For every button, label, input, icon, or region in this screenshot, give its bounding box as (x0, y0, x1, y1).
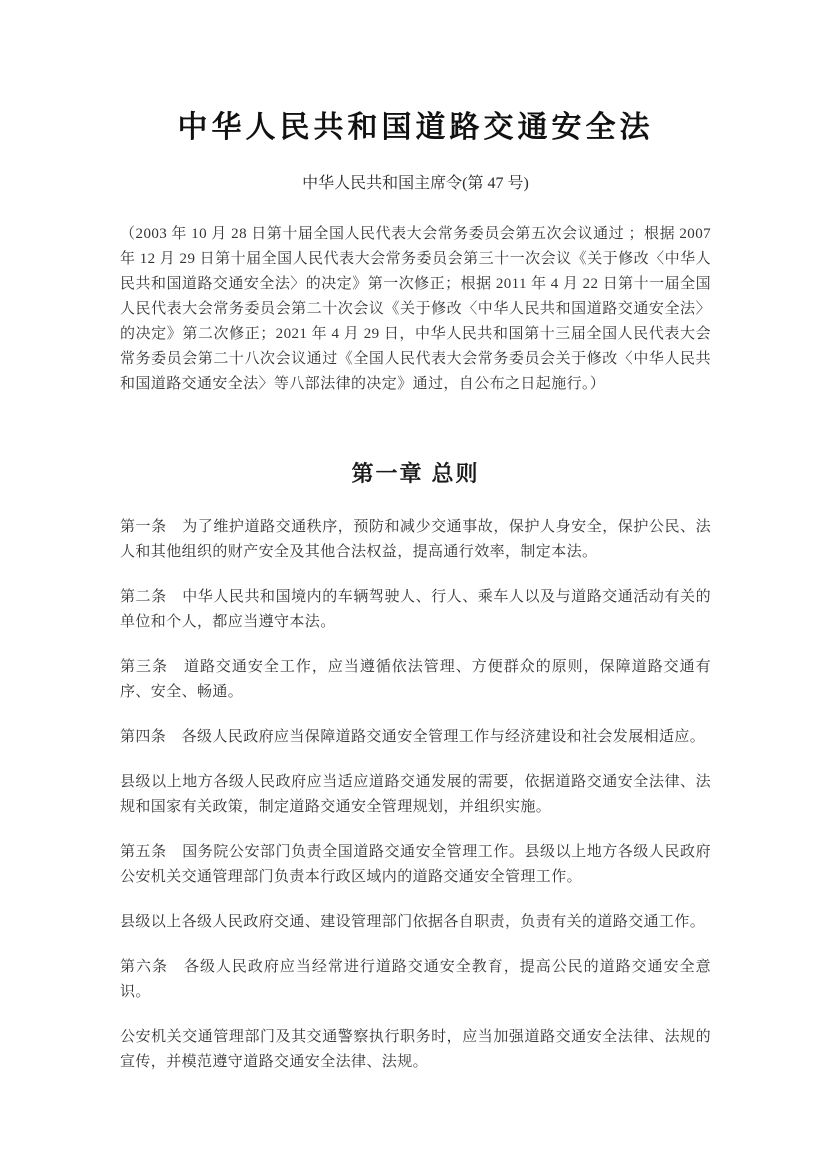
document-title: 中华人民共和国道路交通安全法 (177, 111, 654, 144)
article-5-paragraph-1: 第五条 国务院公安部门负责全国道路交通安全管理工作。县级以上地方各级人民政府公安机关交通管理部门负责本行政区域内的道路交通安全管理工作。 (120, 844, 711, 885)
article-5-paragraph-2: 县级以上各级人民政府交通、建设管理部门依据各自职责，负责有关的道路交通工作。 (120, 914, 706, 930)
chapter-1-heading: 第一章 总则 (351, 461, 480, 486)
article-3-paragraph: 第三条 道路交通安全工作，应当遵循依法管理、方便群众的原则，保障道路交通有序、安全、畅通。 (120, 659, 711, 700)
article-2-paragraph: 第二条 中华人民共和国境内的车辆驾驶人、行人、乘车人以及与道路交通活动有关的单位和个人，都应当遵守本法。 (120, 589, 711, 630)
article-4-paragraph-1: 第四条 各级人民政府应当保障道路交通安全管理工作与经济建设和社会发展相适应。 (120, 729, 706, 745)
article-6-paragraph-1: 第六条 各级人民政府应当经常进行道路交通安全教育，提高公民的道路交通安全意识。 (120, 959, 711, 1000)
preamble-paragraph: （2003 年 10 月 28 日第十届全国人民代表大会常务委员会第五次会议通过 ；根据 2007 年 12 月 29 日第十届全国人民代表大会常务委员会第三十一次会议《关于修改〈中华人民共和国道路交通安全法〉的决定》第一次修正；根据 2011 年 4 月 22 日第十一届全国人民代表大会常务委员会第二十次会议《关于修改〈中华人民共和国道路交通安全法〉的决定》第二次修正；2021 年 4 月 29 日，中华人民共和国第十三届全国人民代表大会常务委员会第二十八次会议通过《全国人民代表大会常务委员会关于修改〈中华人民共和国道路交通安全法〉等八部法律的决定》通过，自公布之日起施行。） (120, 226, 711, 392)
document-subtitle: 中华人民共和国主席令(第 47 号) (302, 175, 529, 192)
article-1-paragraph: 第一条 为了维护道路交通秩序，预防和减少交通事故，保护人身安全，保护公民、法人和其他组织的财产安全及其他合法权益，提高通行效率，制定本法。 (120, 519, 711, 560)
article-4-paragraph-2: 县级以上地方各级人民政府应当适应道路交通发展的需要，依据道路交通安全法律、法规和国家有关政策，制定道路交通安全管理规划，并组织实施。 (120, 774, 711, 815)
article-6-paragraph-2: 公安机关交通管理部门及其交通警察执行职务时，应当加强道路交通安全法律、法规的宣传，并模范遵守道路交通安全法律、法规。 (120, 1029, 711, 1070)
